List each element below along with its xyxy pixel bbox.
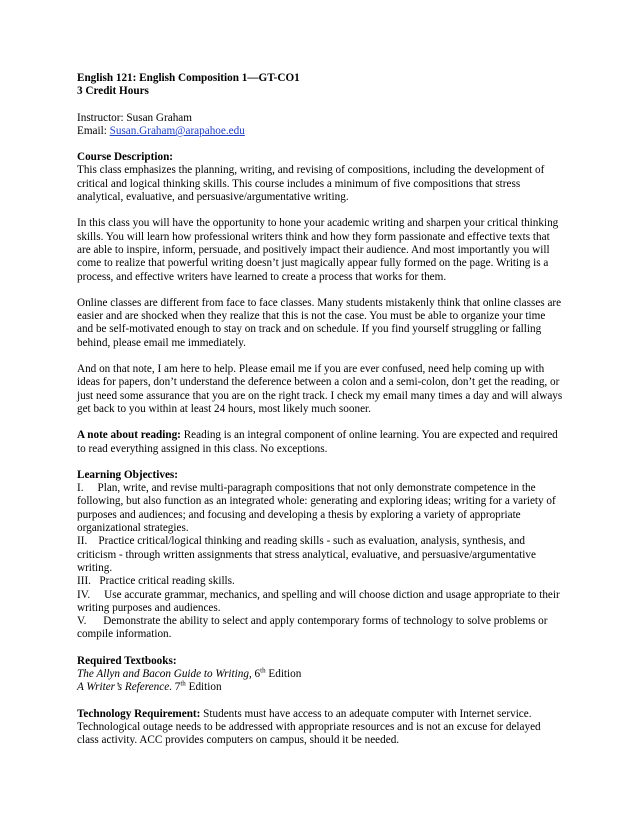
course-description-paragraph: This class emphasizes the planning, writing, and revising of compositions, including the development of critical and logical thinking skills. This course includes a minimum of five compositions that stress analytical, evaluative, and persuasive/argumentative writing. xyxy=(77,164,545,204)
objective-item: I. Plan, write, and revise multi-paragraph compositions that not only demonstrate competence in the following, but also function as an integrated whole: generating and exploring ideas; writing for a variety of purposes and audiences; and focusing and developing a thesis by exploring a variety of appropriate organizational strategies. xyxy=(77,482,556,535)
reading-note-heading: A note about reading: xyxy=(77,429,181,442)
instructor-email-line xyxy=(77,125,563,138)
course-title: English 121: English Composition 1—GT-CO1 xyxy=(77,72,300,84)
reading-note xyxy=(77,429,563,456)
objective-item: IV. Use accurate grammar, mechanics, and spelling and will choose diction and usage appropriate to their writing purposes and audiences. xyxy=(77,588,560,614)
textbook-item: A Writer’s Reference. 7th Edition xyxy=(77,679,222,694)
instructor-email-link[interactable]: Susan.Graham@arapahoe.edu xyxy=(109,124,245,137)
textbook-item: The Allyn and Bacon Guide to Writing, 6th Edition xyxy=(77,666,302,680)
technology-requirement-heading: Technology Requirement: xyxy=(77,707,201,720)
email-label: Email: xyxy=(77,124,107,137)
course-description-paragraph: Online classes are different from face to face classes. Many students mistakenly think that online classes are easier and are shocked when they realize that this is not the case. You must be able to organize your time and be self-motivated enough to stay on track and on schedule. If you find yourself struggling or falling behind, please email me immediately. xyxy=(77,296,562,349)
objective-item: III. Practice critical reading skills. xyxy=(77,575,235,588)
course-description-paragraph: In this class you will have the opportunity to hone your academic writing and sharpen your critical thinking skills. You will learn how professional writers think and how they form passionate and effective texts that are able to inspire, inform, persuade, and positively impact their audience. And most importantly you will come to realize that powerful writing doesn’t just magically appear fully formed on the page. Writing is a process, and effective writers have learned to create a process that works for them. xyxy=(77,217,559,283)
reading-note-text: Reading is an integral component of online learning. You are expected and required to read everything assigned in this class. No exceptions. xyxy=(77,429,558,455)
objective-item: II. Practice critical/logical thinking and reading skills - such as evaluation, analysis, synthesis, and criticism - through written assignments that stress analytical, evaluative, and persuasive/argumentative writing. xyxy=(77,535,536,574)
instructor-line: Instructor: Susan Graham xyxy=(77,111,192,124)
objective-item: V. Demonstrate the ability to select and apply contemporary forms of technology to solve problems or compile information. xyxy=(77,615,548,641)
syllabus-document xyxy=(77,72,563,747)
required-textbooks-heading: Required Textbooks: xyxy=(77,654,177,667)
textbook-title: The Allyn and Bacon Guide to Writing, xyxy=(77,667,252,680)
textbook-title: A Writer’s Reference xyxy=(77,681,170,694)
technology-requirement xyxy=(77,708,563,748)
learning-objectives-heading: Learning Objectives: xyxy=(77,468,178,481)
credit-hours: 3 Credit Hours xyxy=(77,85,149,98)
course-description-heading: Course Description: xyxy=(77,151,174,164)
course-description-paragraph: And on that note, I am here to help. Please email me if you are ever confused, need help coming up with ideas for papers, don’t understand the deference between a colon and a semi-colon, don’t get the reading, or just need some assurance that you are on the right track. I check my email many times a day and will always get back to you within at least 24 hours, most likely much sooner. xyxy=(77,363,563,415)
technology-requirement-text: Students must have access to an adequate computer with Internet service. Technological outage needs to be addressed with appropriate resources and is not an excuse for delayed class activity. ACC provides computers on campus, should it be needed. xyxy=(77,707,541,747)
